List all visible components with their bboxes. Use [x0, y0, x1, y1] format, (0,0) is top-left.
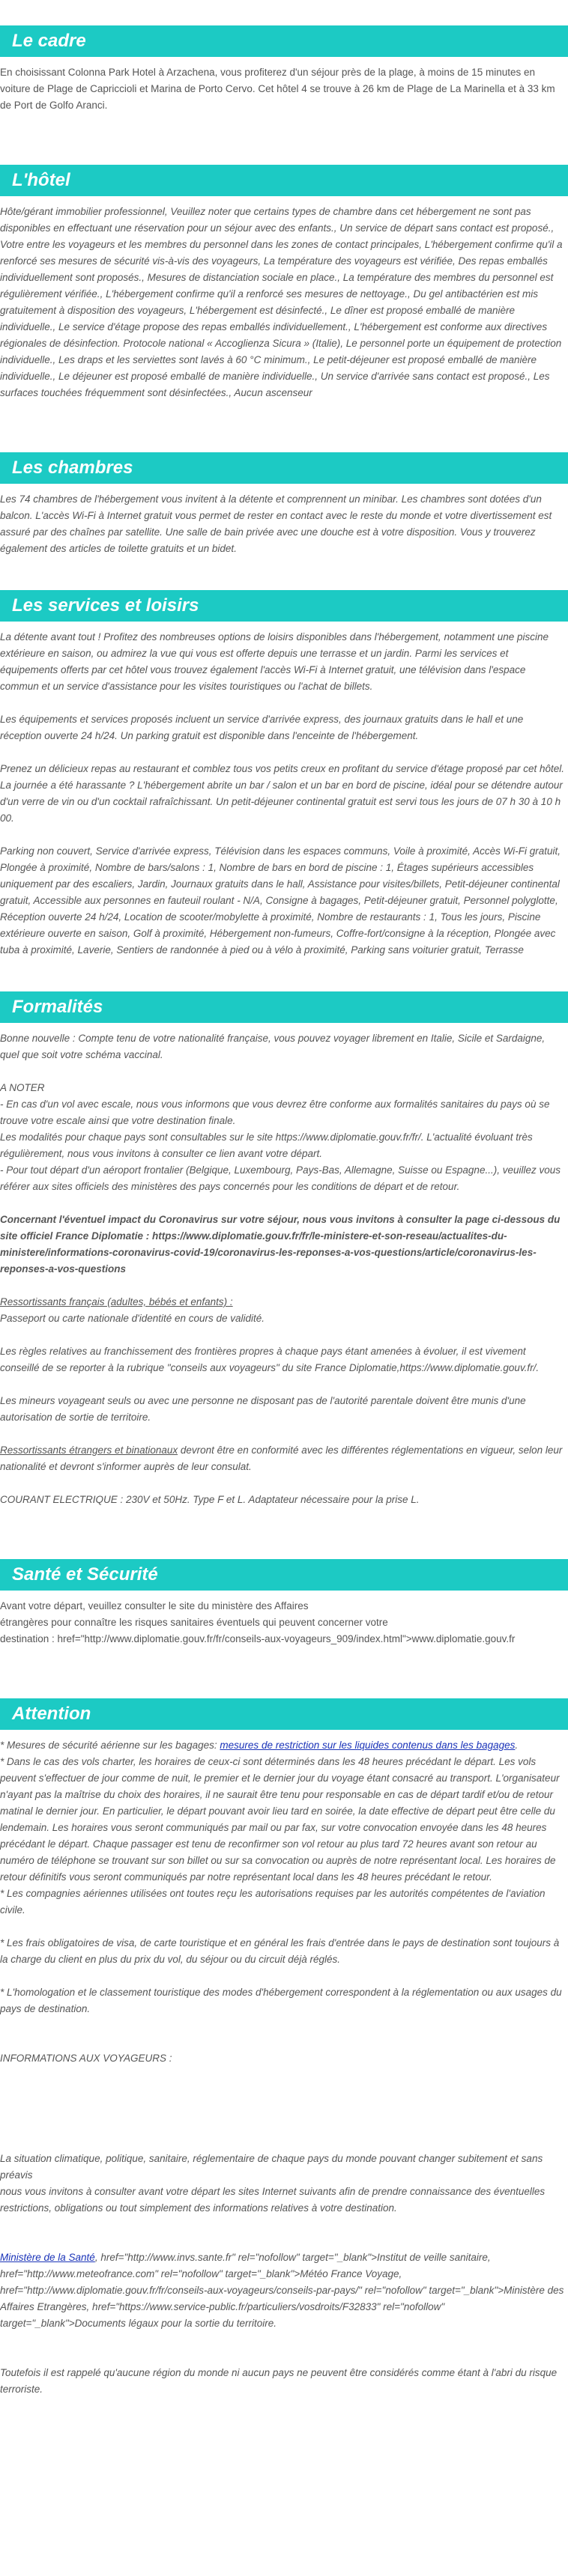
courant-electrique: COURANT ELECTRIQUE : 230V et 50Hz. Type F et L. Adaptateur nécessaire pour la prise L. — [0, 1494, 420, 1505]
mineurs-info: Les mineurs voyageant seuls ou avec une personne ne disposant pas de l'autorité parentale doivent être munis d'une autorisation de sortie de territoire. — [0, 1395, 526, 1423]
francais-title: Ressortissants français (adultes, bébés et enfants) : — [0, 1296, 233, 1307]
note-title: A NOTER — [0, 1082, 45, 1093]
sante-line-3: destination : href="http://www.diplomatie.gouv.fr/fr/conseils-aux-voyageurs_909/index.html">www.diplomatie.gouv.fr — [0, 1633, 516, 1644]
ressortissants-etrangers — [0, 1442, 567, 1475]
liquides-restriction-link[interactable]: mesures de restriction sur les liquides contenus dans les bagages — [220, 1740, 516, 1751]
section-hotel — [0, 165, 568, 401]
note-line-2: Les modalités pour chaque pays sont consultables sur le site https://www.diplomatie.gouv.fr/fr/. L'actualité évoluant très régulièrement, nous vous invitons à consulter ce lien avant votre départ. — [0, 1131, 533, 1159]
ministere-sante-link[interactable]: Ministère de la Santé — [0, 2252, 95, 2263]
liens-utiles — [0, 2250, 567, 2332]
vols-charter: * Dans le cas des vols charter, les horaires de ceux-ci sont déterminés dans les 48 heures précédant le départ. Les vols peuvent s'effectuer de jour comme de nuit, le premier et le dernier jour du voyage étant consacré au transport. L'organisateur n'ayant pas la maîtrise du choix des horaires, il ne saurait être tenu pour responsable en cas de départ tardif et/ou de retour matinal le dernier jour. En particulier, le départ pouvant avoir lieu tard en soirée, la date effective de départ peut être celle du lendemain. Les horaires vous seront communiqués par mail ou par fax, sur votre convocation envoyée dans les 48 heures précédant le départ. Chaque passager est tenu de reconfirmer son vol retour au plus tard 72 heures avant son retour au numéro de téléphone se trouvant sur son billet ou sur sa convocation ou auprès de notre représentant local. Les horaires de retour définitifs vous seront communiqués par notre représentant local dans les 48 heures précédant le retour. — [0, 1756, 560, 1883]
frais-obligatoires: * Les frais obligatoires de visa, de carte touristique et en général les frais d'entrée dans le pays de destination sont toujours à la charge du client en plus du prix du vol, du séjour ou du circuit déjà réglés. — [0, 1937, 560, 1965]
formalites-note — [0, 1080, 567, 1195]
hotel-text: Hôte/gérant immobilier professionnel, Veuillez noter que certains types de chambre dans cet hébergement ne sont pas disponibles en effectuant une réservation pour un séjour avec des enfants., Un service de départ sans contact est proposé., Votre entre les voyageurs et les membres du personnel dans les zones de contact principales, L'hébergement confirme qu'il a renforcé ses mesures de sécurité vis-à-vis des voyageurs, La température des voyageurs est vérifiée, Des repas emballés individuellement sont proposés., Mesures de distanciation sociale en place., La température des membres du personnel est régulièrement vérifiée., L'hébergement confirme qu'il a renforcé ses mesures de nettoyage., Du gel antibactérien est mis gratuitement à disposition des voyageurs, L'hébergement est désinfecté., Le dîner est proposé emballé de manière individuelle., Le service d'étage propose des repas emballés individuellement., L'hébergement est conforme aux directives régionales de désinfection. Protocole national « Accoglienza Sicura » (Italie), Le personnel porte un équipement de protection individuelle., Les draps et les serviettes sont lavés à 60 °C minimum., Le petit-déjeuner est proposé emballé de manière individuelle., Le déjeuner est proposé emballé de manière individuelle., Un service d'arrivée sans contact est proposé., Les surfaces touchées fréquemment sont désinfectées., Aucun ascenseur — [0, 206, 563, 398]
section-title-attention: Attention — [0, 1698, 568, 1730]
section-loisirs — [0, 590, 568, 959]
loisirs-paragraph-1: La détente avant tout ! Profitez des nombreuses options de loisirs disponibles dans l'hébergement, notamment une piscine extérieure en saison, ou admirez la vue qui vous est offerte depuis une terrasse et un jardin. Parmi les services et équipements offerts par cet hôtel vous trouvez également l'accès Wi-Fi à Internet gratuit, une télévision dans l'espace commun et un service d'assistance pour les visites touristiques ou l'achat de billets. — [0, 631, 549, 692]
section-title-cadre: Le cadre — [0, 25, 568, 57]
securite-prefix: * Mesures de sécurité aérienne sur les bagages: — [0, 1740, 220, 1751]
section-title-sante: Santé et Sécurité — [0, 1559, 568, 1591]
section-formalites — [0, 991, 568, 1508]
chambres-text: Les 74 chambres de l'hébergement vous invitent à la détente et comprennent un minibar. Les chambres sont dotées d'un balcon. L'accès Wi-Fi à Internet gratuit vous permet de rester en contact avec le reste du monde et votre divertissement est assuré par des chaînes par satellite. Une salle de bain privée avec une douche est à votre disposition. Vous y trouverez également des articles de toilette gratuits et un bidet. — [0, 493, 552, 554]
loisirs-paragraph-4: Parking non couvert, Service d'arrivée express, Télévision dans les espaces communs, Voile à proximité, Accès Wi-Fi gratuit, Plongée à proximité, Nombre de bars/salons : 1, Nombre de bars en bord de piscine : 1, Étages supérieurs accessibles uniquement par des escaliers, Jardin, Journaux gratuits dans le hall, Assistance pour visites/billets, Petit-déjeuner continental gratuit, Accessible aux personnes en fauteuil roulant - N/A, Consigne à bagages, Petit-déjeuner gratuit, Personnel polyglotte, Réception ouverte 24 h/24, Location de scooter/mobylette à proximité, Nombre de restaurants : 1, Tous les jours, Piscine extérieure ouverte en saison, Golf à proximité, Hébergement non-fumeurs, Coffre-fort/consigne à la réception, Plongée avec tuba à proximité, Laverie, Sentiers de randonnée à pied ou à vélo à proximité, Parking sans voiturier gratuit, Terrasse — [0, 845, 561, 956]
securite-suffix: . — [515, 1740, 519, 1751]
note-line-3: - Pour tout départ d'un aéroport frontalier (Belgique, Luxembourg, Pays-Bas, Allemagne, Suisse ou Espagne...), veuillez vous référer aux sites officiels des ministères des pays concernés pour les conditions de départ et de retour. — [0, 1164, 561, 1192]
situation-line-2: nous vous invitons à consulter avant votre départ les sites Internet suivants afin de prendre connaissance des éventuelles restrictions, obligations ou tout simplement des informations relatives à votre destination. — [0, 2186, 546, 2214]
attention-list — [0, 1737, 567, 1919]
section-title-loisirs: Les services et loisirs — [0, 590, 568, 622]
homologation: * L'homologation et le classement touristique des modes d'hébergement correspondent à la réglementation ou aux usages du pays de destination. — [0, 1987, 562, 2014]
terrorisme-info: Toutefois il est rappelé qu'aucune région du monde ni aucun pays ne peuvent être considérés comme étant à l'abri du risque terroriste. — [0, 2367, 558, 2395]
formalites-intro: Bonne nouvelle : Compte tenu de votre nationalité française, vous pouvez voyager librement en Italie, Sicile et Sardaigne, quel que soit votre schéma vaccinal. — [0, 1033, 546, 1060]
section-title-hotel: L'hôtel — [0, 165, 568, 196]
sante-line-2: étrangères pour connaître les risques sanitaires éventuels qui peuvent concerner votre — [0, 1617, 388, 1628]
compagnies-aeriennes: * Les compagnies aériennes utilisées ont toutes reçu les autorisations requises par les autorités compétentes de l'aviation civile. — [0, 1888, 546, 1916]
situation-info — [0, 2151, 567, 2217]
section-attention — [0, 1698, 568, 2398]
section-cadre — [0, 25, 568, 114]
regles-frontieres: Les règles relatives au franchissement des frontières propres à chaque pays étant amenées à évoluer, il est vivement conseillé de se reporter à la rubrique "conseils aux voyageurs" du site France Diplomatie,https://www.diplomatie.gouv.fr/. — [0, 1346, 540, 1373]
etrangers-text: devront être en conformité avec les différentes réglementations en vigueur, selon leur nationalité et devront s'informer auprès de leur consulat. — [0, 1445, 563, 1472]
section-title-formalites: Formalités — [0, 991, 568, 1023]
section-title-chambres: Les chambres — [0, 452, 568, 484]
francais-text: Passeport ou carte nationale d'identité en cours de validité. — [0, 1313, 265, 1324]
sante-line-1: Avant votre départ, veuillez consulter le site du ministère des Affaires — [0, 1600, 309, 1611]
note-line-1: - En cas d'un vol avec escale, nous vous informons que vous devrez être conforme aux formalités sanitaires du pays où se trouve votre escale ainsi que votre destination finale. — [0, 1099, 550, 1126]
situation-line-1: La situation climatique, politique, sanitaire, réglementaire de chaque pays du monde pouvant changer subitement et sans préavis — [0, 2153, 543, 2181]
section-chambres — [0, 452, 568, 557]
ressortissants-francais — [0, 1294, 567, 1327]
securite-bagages — [0, 1737, 567, 1754]
cadre-text: En choisissant Colonna Park Hotel à Arzachena, vous profiterez d'un séjour près de la plage, à moins de 15 minutes en voiture de Plage de Capriccioli et Marina de Porto Cervo. Cet hôtel 4 se trouve à 26 km de Plage de La Marinella et à 33 km de Port de Golfo Aranci. — [0, 67, 555, 111]
liens-utiles-text: , href="http://www.invs.sante.fr" rel="nofollow" target="_blank">Institut de veille sanitaire, href="http://www.meteofrance.com" rel="nofollow" target="_blank">Météo France Voyage, href="http://www.diplomatie.gouv.fr/fr/conseils-aux-voyageurs/conseils-par-pays/" rel="nofollow" target="_blank">Ministère des Affaires Etrangères, href="https://www.service-public.fr/particuliers/vosdroits/F32833" rel="nofollow" target="_blank">Documents légaux pour la sortie du territoire. — [0, 2252, 564, 2329]
etrangers-title: Ressortissants étrangers et binationaux — [0, 1445, 178, 1456]
covid-info: Concernant l'éventuel impact du Coronavirus sur votre séjour, nous vous invitons à consulter la page ci-dessous du site officiel France Diplomatie : https://www.diplomatie.gouv.fr/fr/le-ministere-et-son-reseau/actualites-du-ministere/informations-coronavirus-covid-19/coronavirus-les-reponses-a-vos-questions/article/coronavirus-les-reponses-a-vos-questions — [0, 1214, 561, 1275]
infos-voyageurs-title: INFORMATIONS AUX VOYAGEURS : — [0, 2053, 172, 2064]
sante-text — [0, 1598, 567, 1647]
loisirs-paragraph-2: Les équipements et services proposés incluent un service d'arrivée express, des journaux gratuits dans le hall et une réception ouverte 24 h/24. Un parking gratuit est disponible dans l'enceinte de l'hébergement. — [0, 714, 524, 741]
section-sante — [0, 1559, 568, 1647]
loisirs-paragraph-3: Prenez un délicieux repas au restaurant et comblez tous vos petits creux en profitant du service d'étage proposé par cet hôtel. La journée a été harassante ? L'hébergement abrite un bar / salon et un bar en bord de piscine, idéal pour se détendre autour d'un verre de vin ou d'un cocktail rafraîchissant. Un petit-déjeuner continental gratuit est servi tous les jours de 07 h 30 à 10 h 00. — [0, 763, 565, 824]
